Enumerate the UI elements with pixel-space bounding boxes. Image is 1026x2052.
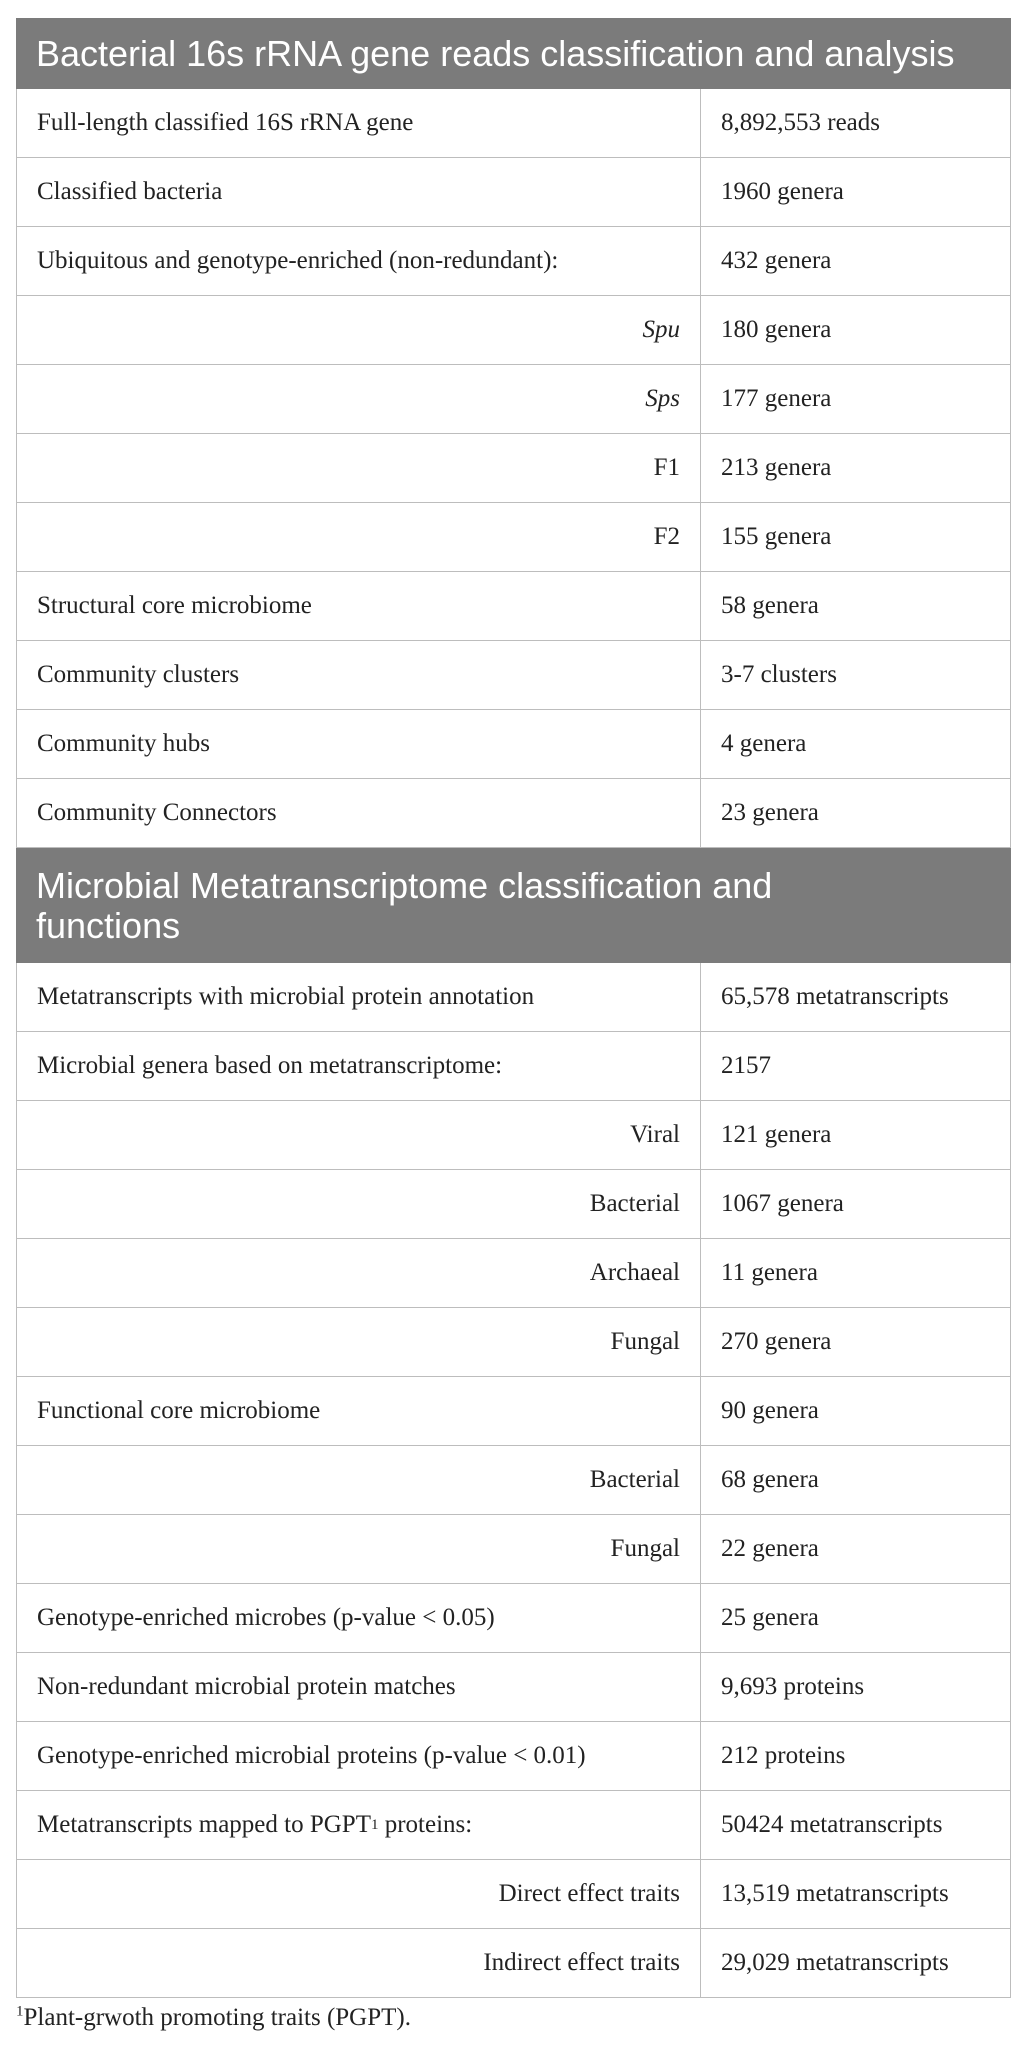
section-header-metatranscriptome [16, 848, 1011, 963]
table-row [16, 1032, 1011, 1101]
row-value: 4 genera [721, 730, 807, 757]
section-title: Microbial Metatranscriptome classification and functions [36, 864, 773, 946]
table-row [16, 503, 1011, 572]
row-label: F1 [17, 434, 701, 502]
row-value: 22 genera [721, 1535, 819, 1562]
row-value: 11 genera [721, 1259, 818, 1286]
table-row [16, 1929, 1011, 1998]
table-row [16, 1515, 1011, 1584]
row-label: Community hubs [17, 710, 701, 778]
row-label: Bacterial [17, 1170, 701, 1238]
section-header-16s [16, 18, 1011, 89]
row-value: 90 genera [721, 1397, 819, 1424]
row-label: Sps [17, 365, 701, 433]
row-label: Structural core microbiome [17, 572, 701, 640]
table-row [16, 1308, 1011, 1377]
row-label: Community clusters [17, 641, 701, 709]
row-label: Fungal [17, 1515, 701, 1583]
table-row [16, 572, 1011, 641]
table-row [16, 1722, 1011, 1791]
section-title: Bacterial 16s rRNA gene reads classification and analysis [36, 32, 955, 74]
row-label: Ubiquitous and genotype-enriched (non-redundant): [17, 227, 701, 295]
table-row [16, 710, 1011, 779]
row-value: 25 genera [721, 1604, 819, 1631]
table-row [16, 434, 1011, 503]
row-label: Genotype-enriched microbes (p-value < 0.05) [17, 1584, 701, 1652]
table-row [16, 1791, 1011, 1860]
row-label: Metatranscripts with microbial protein annotation [17, 963, 701, 1031]
footnote-text: Plant-grwoth promoting traits (PGPT). [23, 2004, 411, 2031]
table-row [16, 1584, 1011, 1653]
table-row [16, 1860, 1011, 1929]
row-value: 180 genera [721, 316, 832, 343]
row-label: Non-redundant microbial protein matches [17, 1653, 701, 1721]
row-value: 3-7 clusters [721, 661, 837, 688]
row-label: Functional core microbiome [17, 1377, 701, 1445]
row-label: Fungal [17, 1308, 701, 1376]
row-value: 50424 metatranscripts [721, 1811, 943, 1838]
row-value: 23 genera [721, 799, 819, 826]
table-row [16, 158, 1011, 227]
row-value: 121 genera [721, 1121, 832, 1148]
row-label: Direct effect traits [17, 1860, 701, 1928]
table-row [16, 89, 1011, 158]
table-row [16, 1446, 1011, 1515]
table-footnote [16, 2004, 411, 2032]
row-label: Classified bacteria [17, 158, 701, 226]
row-value: 68 genera [721, 1466, 819, 1493]
row-label: Genotype-enriched microbial proteins (p-value < 0.01) [17, 1722, 701, 1790]
row-value: 177 genera [721, 385, 832, 412]
table-row [16, 296, 1011, 365]
table-row [16, 963, 1011, 1032]
row-value: 65,578 metatranscripts [721, 983, 949, 1010]
row-value: 1067 genera [721, 1190, 844, 1217]
table-row [16, 1170, 1011, 1239]
row-value: 155 genera [721, 523, 832, 550]
table-row [16, 227, 1011, 296]
row-value: 2157 [721, 1052, 771, 1079]
row-value: 29,029 metatranscripts [721, 1949, 949, 1976]
table-row [16, 779, 1011, 848]
row-value: 213 genera [721, 454, 832, 481]
row-label: F2 [17, 503, 701, 571]
table-row [16, 1653, 1011, 1722]
row-value: 212 proteins [721, 1742, 846, 1769]
row-label: Microbial genera based on metatranscriptome: [17, 1032, 701, 1100]
row-label: Full-length classified 16S rRNA gene [17, 89, 701, 157]
row-value: 58 genera [721, 592, 819, 619]
table-row [16, 1101, 1011, 1170]
row-label: Bacterial [17, 1446, 701, 1514]
row-label: Metatranscripts mapped to PGPT 1 proteins: [17, 1791, 701, 1859]
table-row [16, 365, 1011, 434]
row-label: Archaeal [17, 1239, 701, 1307]
footnote-marker: 1 [16, 2003, 24, 2020]
data-table [16, 18, 1011, 1998]
row-value: 9,693 proteins [721, 1673, 865, 1700]
row-value: 270 genera [721, 1328, 832, 1355]
table-row [16, 1239, 1011, 1308]
row-label: Spu [17, 296, 701, 364]
row-label: Viral [17, 1101, 701, 1169]
table-row [16, 1377, 1011, 1446]
row-value: 1960 genera [721, 178, 844, 205]
table-row [16, 641, 1011, 710]
row-label: Community Connectors [17, 779, 701, 847]
row-value: 13,519 metatranscripts [721, 1880, 949, 1907]
row-label: Indirect effect traits [17, 1929, 701, 1997]
row-value: 432 genera [721, 247, 832, 274]
row-value: 8,892,553 reads [721, 109, 880, 136]
